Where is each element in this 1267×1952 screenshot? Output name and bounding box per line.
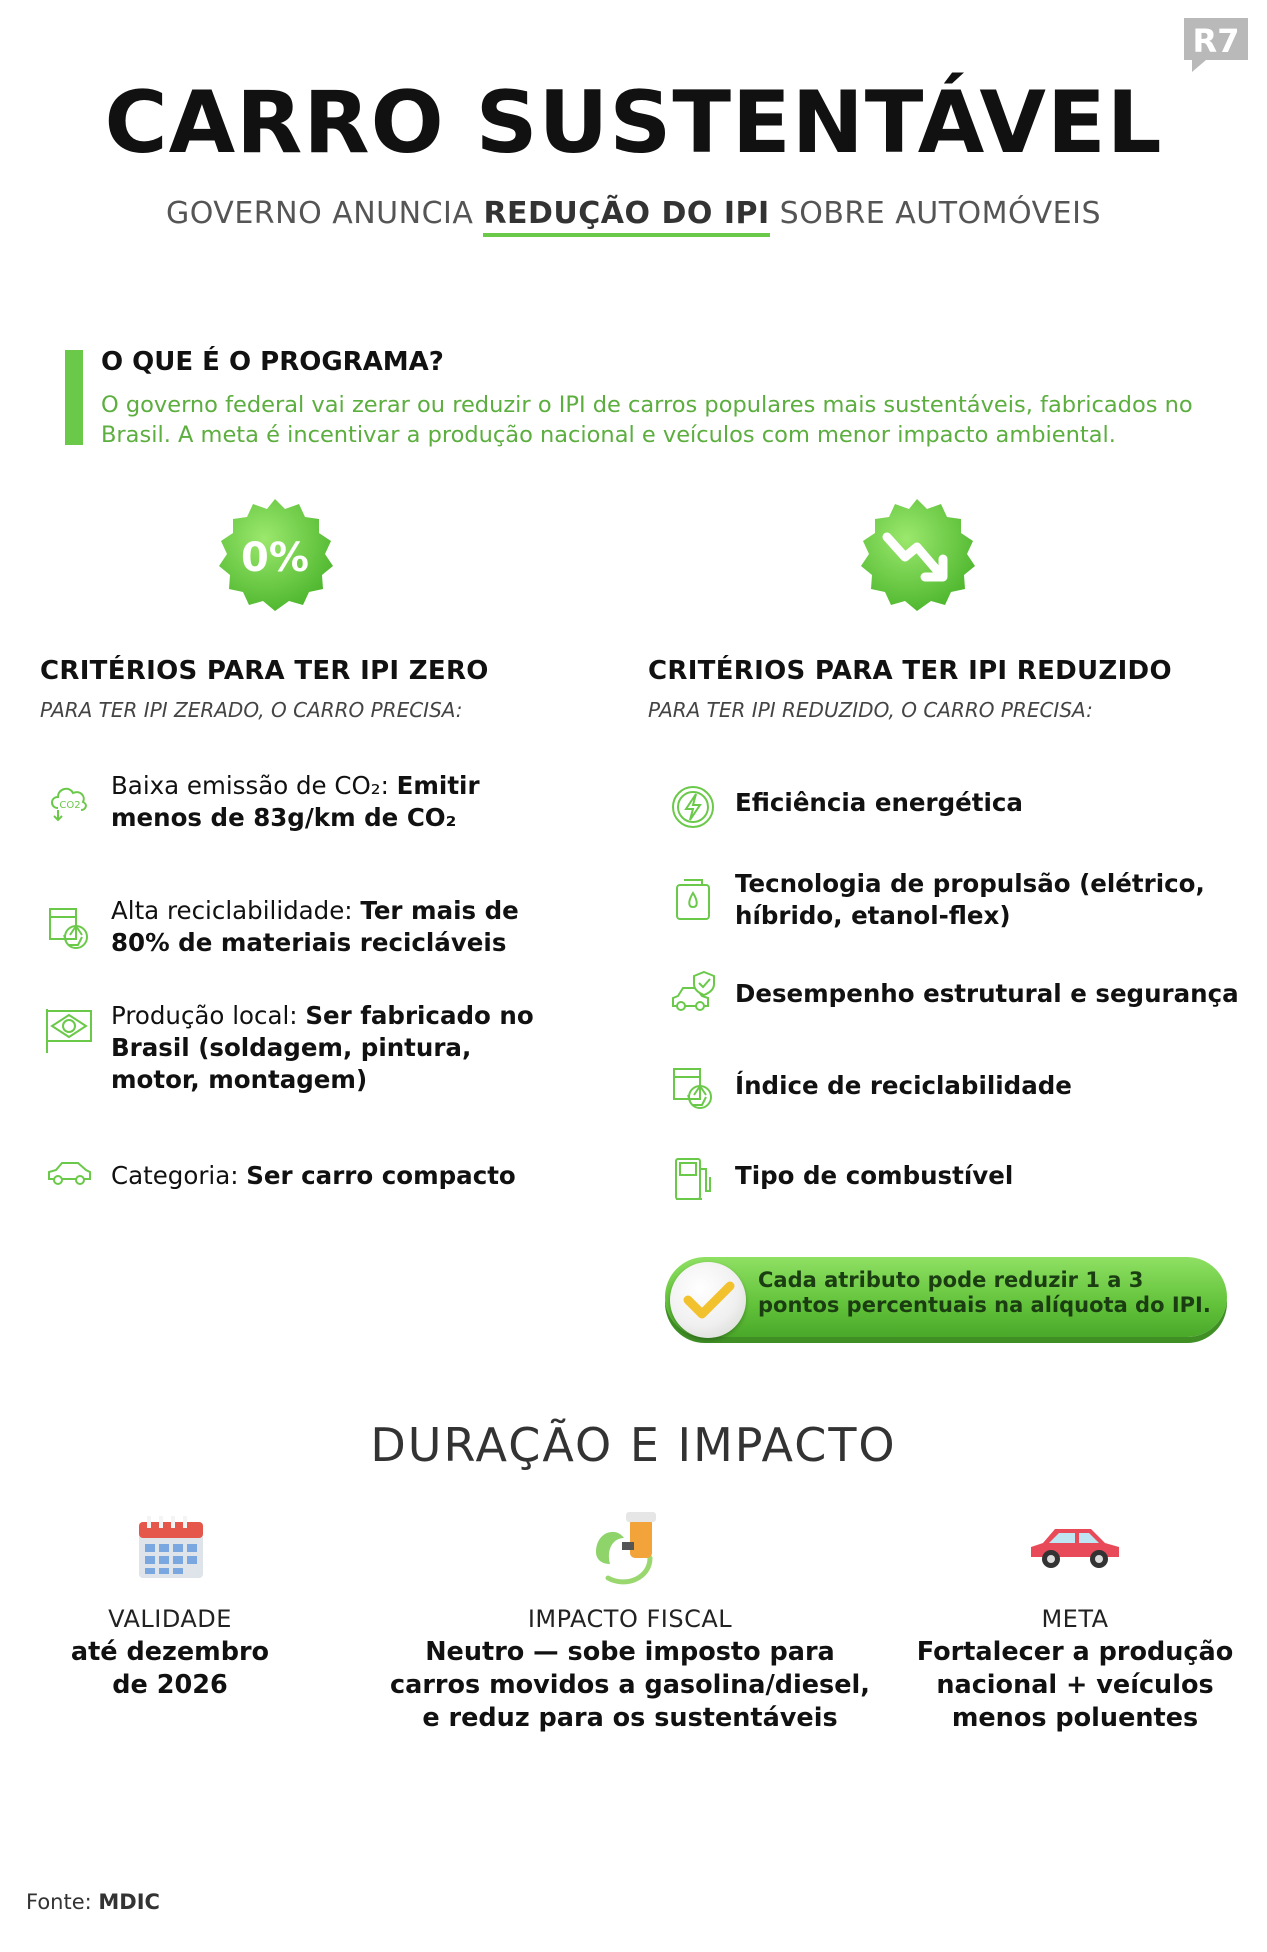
source-value: MDIC xyxy=(98,1890,160,1914)
reduced-item-label: Desempenho estrutural e segurança xyxy=(735,979,1239,1008)
recycle-box-icon xyxy=(46,905,92,951)
reduced-item-propulsion xyxy=(735,868,1235,932)
reduced-item-label: Índice de reciclabilidade xyxy=(735,1071,1072,1100)
validity-value: até dezembro de 2026 xyxy=(70,1637,270,1700)
reduced-item-recycle xyxy=(735,1070,1235,1102)
page-title: CARRO SUSTENTÁVEL xyxy=(104,73,1163,173)
car-shield-icon xyxy=(670,968,716,1014)
zero-item-label: Baixa emissão de CO₂: xyxy=(111,771,397,800)
compact-car-icon xyxy=(46,1157,92,1203)
goal-value: Fortalecer a produção nacional + veículos menos poluentes xyxy=(916,1637,1234,1733)
reduced-item-label: Tecnologia de propulsão (elétrico, híbrido, etanol-flex) xyxy=(735,869,1205,930)
zero-item-label: Alta reciclabilidade: xyxy=(111,896,361,925)
zero-item-value: Ter mais de 80% de materiais recicláveis xyxy=(111,896,519,957)
recycle-box-icon xyxy=(670,1065,716,1111)
program-text: O governo federal vai zerar ou reduzir o IPI de carros populares mais sustentáveis, fabricados no Brasil. A meta é incentivar a produção nacional e veículos com menor impacto ambiental. xyxy=(101,392,1193,448)
zero-item-value: Ser carro compacto xyxy=(246,1161,516,1190)
reduced-item-efficiency xyxy=(735,787,1235,819)
subtitle-pre: GOVERNO ANUNCIA xyxy=(165,196,484,231)
zero-item-value: Ser fabricado no Brasil (soldagem, pintura, motor, montagem) xyxy=(111,1001,534,1094)
zero-item-local xyxy=(111,1000,551,1096)
fiscal-impact-label: IMPACTO FISCAL xyxy=(527,1605,733,1633)
zero-badge-text: 0% xyxy=(241,535,309,581)
fuel-can-icon xyxy=(672,877,718,923)
red-car-icon xyxy=(1025,1515,1105,1595)
zero-item-value: Emitir menos de 83g/km de CO₂ xyxy=(111,771,480,832)
fuel-pump-icon xyxy=(672,1155,718,1201)
note-text: Cada atributo pode reduzir 1 a 3 pontos percentuais na alíquota do IPI. xyxy=(758,1268,1211,1317)
zero-item-recycle xyxy=(111,895,551,959)
energy-bolt-icon xyxy=(670,784,716,830)
fiscal-impact-value: Neutro — sobe imposto para carros movidos a gasolina/diesel, e reduz para os sustentáveis xyxy=(390,1637,870,1733)
subtitle-highlight: REDUÇÃO DO IPI xyxy=(483,196,769,237)
checkmark-icon xyxy=(670,1262,746,1338)
duration-title: DURAÇÃO E IMPACTO xyxy=(370,1418,897,1472)
goal-label: META xyxy=(1041,1605,1109,1633)
reduced-item-fuel xyxy=(735,1160,1235,1192)
zero-item-category xyxy=(111,1160,571,1192)
r7-logo[interactable] xyxy=(1180,14,1252,76)
program-title: O QUE É O PROGRAMA? xyxy=(101,347,444,377)
zero-item-label: Categoria: xyxy=(111,1161,247,1190)
source-credit xyxy=(26,1890,160,1914)
subtitle-post: SOBRE AUTOMÓVEIS xyxy=(769,196,1102,231)
trend-down-badge xyxy=(855,495,979,619)
source-label: Fonte: xyxy=(26,1890,99,1914)
svg-text:CO2: CO2 xyxy=(59,800,81,811)
brazil-flag-icon xyxy=(44,1005,90,1051)
zero-criteria-subtitle: PARA TER IPI ZERADO, O CARRO PRECISA: xyxy=(40,698,463,722)
reduced-item-safety xyxy=(735,978,1255,1010)
reduced-criteria-title: CRITÉRIOS PARA TER IPI REDUZIDO xyxy=(648,656,1172,686)
logo-text: R7 xyxy=(1192,22,1240,60)
zero-item-label: Produção local: xyxy=(111,1001,306,1030)
calendar-icon xyxy=(131,1508,211,1588)
fuel-nozzle-leaf-icon xyxy=(586,1508,666,1588)
zero-percent-badge xyxy=(213,495,337,619)
co2-cloud-icon xyxy=(46,778,92,824)
zero-criteria-title: CRITÉRIOS PARA TER IPI ZERO xyxy=(40,656,489,686)
reduced-item-label: Eficiência energética xyxy=(735,788,1023,817)
reduced-criteria-subtitle: PARA TER IPI REDUZIDO, O CARRO PRECISA: xyxy=(648,698,1093,722)
zero-item-co2 xyxy=(111,770,551,834)
validity-label: VALIDADE xyxy=(108,1605,232,1633)
page-subtitle xyxy=(0,196,1267,231)
reduced-item-label: Tipo de combustível xyxy=(735,1161,1014,1190)
program-accent-bar xyxy=(65,350,83,445)
